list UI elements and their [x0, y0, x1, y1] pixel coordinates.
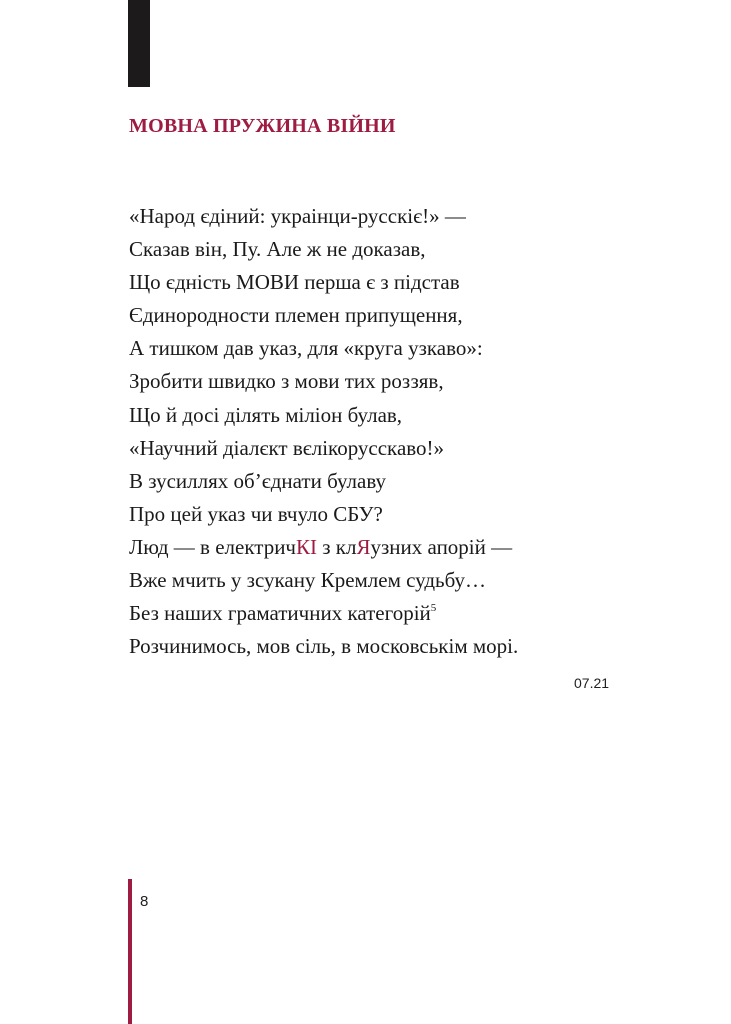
- line-segment: з кл: [317, 534, 357, 559]
- line-segment: узних апорій —: [370, 534, 513, 559]
- top-decorative-bar: [128, 0, 150, 87]
- poem-line-with-accents: [129, 531, 689, 564]
- poem-line: Вже мчить у зсукану Кремлем судьбу…: [129, 568, 487, 593]
- line-segment: Люд — в електрич: [129, 534, 296, 559]
- poem-line: «Научний діалєкт вєлікорусскаво!»: [129, 435, 445, 460]
- poem-line: Сказав він, Пу. Але ж не доказав,: [129, 237, 426, 262]
- line-segment: Без наших граматичних категорій: [129, 601, 431, 626]
- accent-letter: Я: [356, 534, 371, 559]
- page-number-rule: [128, 879, 132, 1024]
- poem-line: А тишком дав указ, для «круга узкаво»:: [129, 336, 483, 361]
- poem-line: Про цей указ чи вчуло СБУ?: [129, 501, 383, 526]
- poem-line: Що й досі ділять міліон булав,: [129, 402, 403, 427]
- footnote-marker[interactable]: 5: [430, 602, 437, 615]
- poem-line-with-footnote: [129, 597, 689, 630]
- poem-body: [129, 200, 689, 663]
- page-number: 8: [140, 893, 149, 910]
- poem-line: Що єдність МОВИ перша є з підстав: [129, 270, 460, 295]
- poem-title: МОВНА ПРУЖИНА ВІЙНИ: [129, 115, 396, 137]
- poem-line: Розчинимось, мов сіль, в московськім морі.: [129, 634, 519, 659]
- poem-line: «Народ єдіний: украінци-русскіє!» —: [129, 204, 466, 228]
- poem-line: Зробити швидко з мови тих роззяв,: [129, 369, 444, 394]
- poem-date: 07.21: [574, 675, 610, 691]
- accent-letters: КІ: [296, 534, 317, 559]
- poem-line: Єдинородности племен припущення,: [129, 303, 463, 328]
- poem-line: В зусиллях об’єднати булаву: [129, 468, 387, 493]
